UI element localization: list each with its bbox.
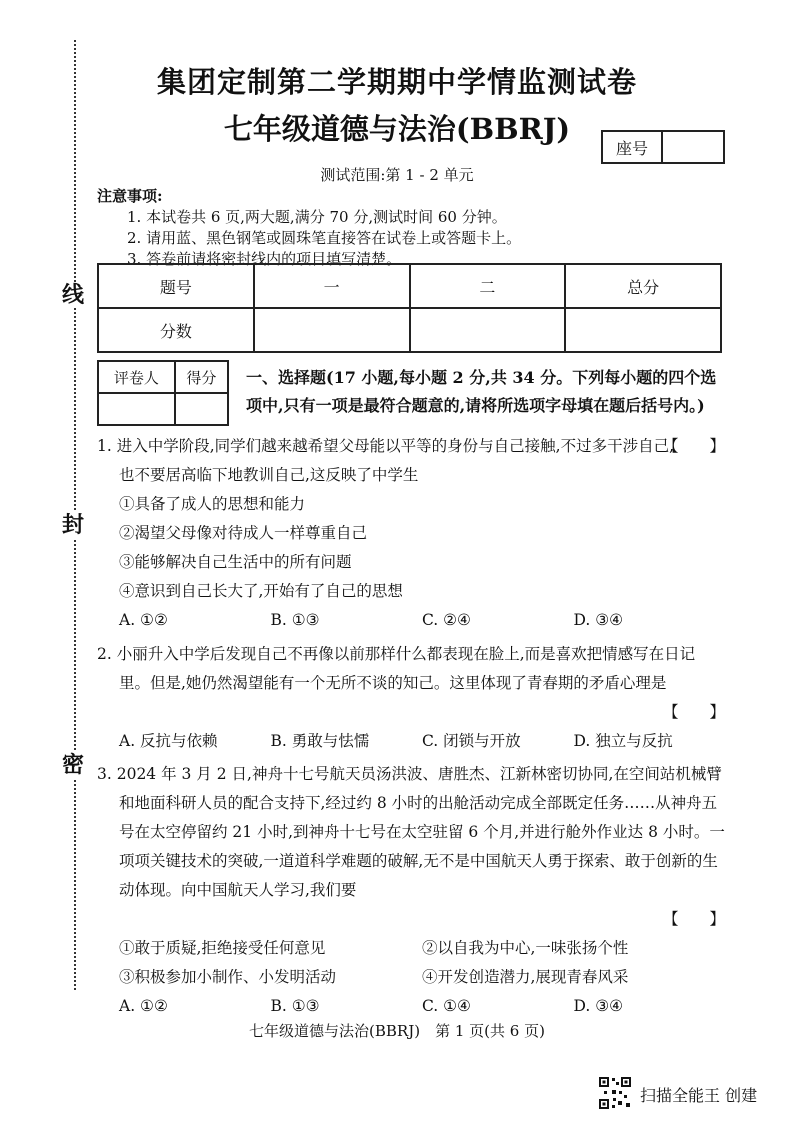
binding-secret-char: 密: [62, 752, 85, 778]
statement-option: ②渴望父母像对待成人一样尊重自己: [119, 524, 368, 542]
score-row-label: 分数: [98, 308, 254, 352]
statement-option: ④意识到自己长大了,开始有了自己的思想: [119, 582, 403, 600]
section-one-heading: 一、选择题(17 小题,每小题 2 分,共 34 分。下列每小题的四个选项中,只有一项是最符合题意的,请将所选项字母填在题后括号内。): [246, 368, 717, 415]
grader-reviewer-cell[interactable]: [98, 393, 175, 425]
score-header: 二: [410, 264, 566, 308]
choice-d[interactable]: D. ③④: [573, 997, 624, 1015]
seat-label: 座号: [603, 132, 663, 162]
seat-number-box: [601, 130, 725, 164]
statement-option: ③积极参加小制作、小发明活动: [119, 968, 337, 986]
notes: [97, 186, 521, 270]
notes-heading: 注意事项:: [97, 187, 163, 205]
question-1: [97, 432, 725, 635]
score-header: 题号: [98, 264, 254, 308]
statement-option: ②以自我为中心,一味张扬个性: [422, 939, 629, 957]
statement-option: ④开发创造潜力,展现青春风采: [422, 968, 629, 986]
statement-option: ③能够解决自己生活中的所有问题: [119, 553, 352, 571]
choice-c[interactable]: C. ②④: [422, 611, 471, 629]
test-scope: 测试范围:第 1 - 2 单元: [320, 166, 474, 184]
question-stem: 1. 进入中学阶段,同学们越来越希望父母能以平等的身份与自己接触,不过多干涉自己,也不要居高临下地教训自己,这反映了中学生: [97, 437, 674, 484]
choice-b[interactable]: B. ①③: [270, 611, 320, 629]
note-item: 3. 答卷前请将密封线内的项目填写清楚。: [127, 250, 402, 268]
choice-c[interactable]: C. ①④: [422, 997, 471, 1015]
statement-option: ①具备了成人的思想和能力: [119, 495, 306, 513]
answer-bracket[interactable]: 【 】: [662, 703, 725, 721]
score-header: 总分: [565, 264, 721, 308]
choice-a[interactable]: A. 反抗与依赖: [119, 732, 218, 750]
answer-bracket[interactable]: 【 】: [662, 437, 725, 455]
choice-a[interactable]: A. ①②: [119, 997, 168, 1015]
question-stem: 3. 2024 年 3 月 2 日,神舟十七号航天员汤洪波、唐胜杰、江新林密切协同,在空间站机械臂和地面科研人员的配合支持下,经过约 8 小时的出舱活动完成全部既定任务……从神舟五号在太空停留约 21 小时,到神舟十七号在太空驻留 6 个月,并进行舱外作业达 8 小时。一项项关键技术的突破,一道道科学难题的破解,无不是中国航天人勇于探索、敢于创新的生动体现。向中国航天人学习,我们要: [97, 765, 725, 899]
choice-b[interactable]: B. ①③: [270, 997, 320, 1015]
grader-score-cell[interactable]: [175, 393, 228, 425]
note-item: 2. 请用蓝、黑色钢笔或圆珠笔直接答在试卷上或答题卡上。: [127, 229, 522, 247]
qr-code-icon: [598, 1076, 632, 1110]
score-table: [97, 263, 722, 353]
exam-subtitle: 七年级道德与法治(BBRJ): [223, 112, 571, 146]
page-footer: 七年级道德与法治(BBRJ) 第 1 页(共 6 页): [249, 1022, 545, 1040]
seat-number-field[interactable]: [663, 132, 723, 162]
choice-d[interactable]: D. ③④: [573, 611, 624, 629]
binding-line-char: 线: [62, 282, 85, 308]
grader-score-label: 得分: [175, 361, 228, 393]
question-stem: 2. 小丽升入中学后发现自己不再像以前那样什么都表现在脸上,而是喜欢把情感写在日记里。但是,她仍然渴望能有一个无所不谈的知己。这里体现了青春期的矛盾心理是: [97, 645, 696, 692]
binding-seal-char: 封: [62, 512, 85, 538]
choice-b[interactable]: B. 勇敢与怯懦: [270, 732, 370, 750]
exam-title: 集团定制第二学期期中学情监测试卷: [156, 65, 637, 99]
choice-c[interactable]: C. 闭锁与开放: [422, 732, 521, 750]
score-cell[interactable]: [410, 308, 566, 352]
statement-option: ①敢于质疑,拒绝接受任何意见: [119, 939, 326, 957]
grader-table: [97, 360, 229, 426]
question-3: [97, 760, 725, 1021]
choice-d[interactable]: D. 独立与反抗: [573, 732, 673, 750]
answer-bracket[interactable]: 【 】: [662, 910, 725, 928]
grader-reviewer-label: 评卷人: [98, 361, 175, 393]
scanner-watermark: 扫描全能王 创建: [640, 1086, 758, 1105]
choice-a[interactable]: A. ①②: [119, 611, 168, 629]
question-2: [97, 640, 725, 756]
note-item: 1. 本试卷共 6 页,两大题,满分 70 分,测试时间 60 分钟。: [127, 208, 507, 226]
score-cell[interactable]: [254, 308, 410, 352]
score-header: 一: [254, 264, 410, 308]
score-cell[interactable]: [565, 308, 721, 352]
